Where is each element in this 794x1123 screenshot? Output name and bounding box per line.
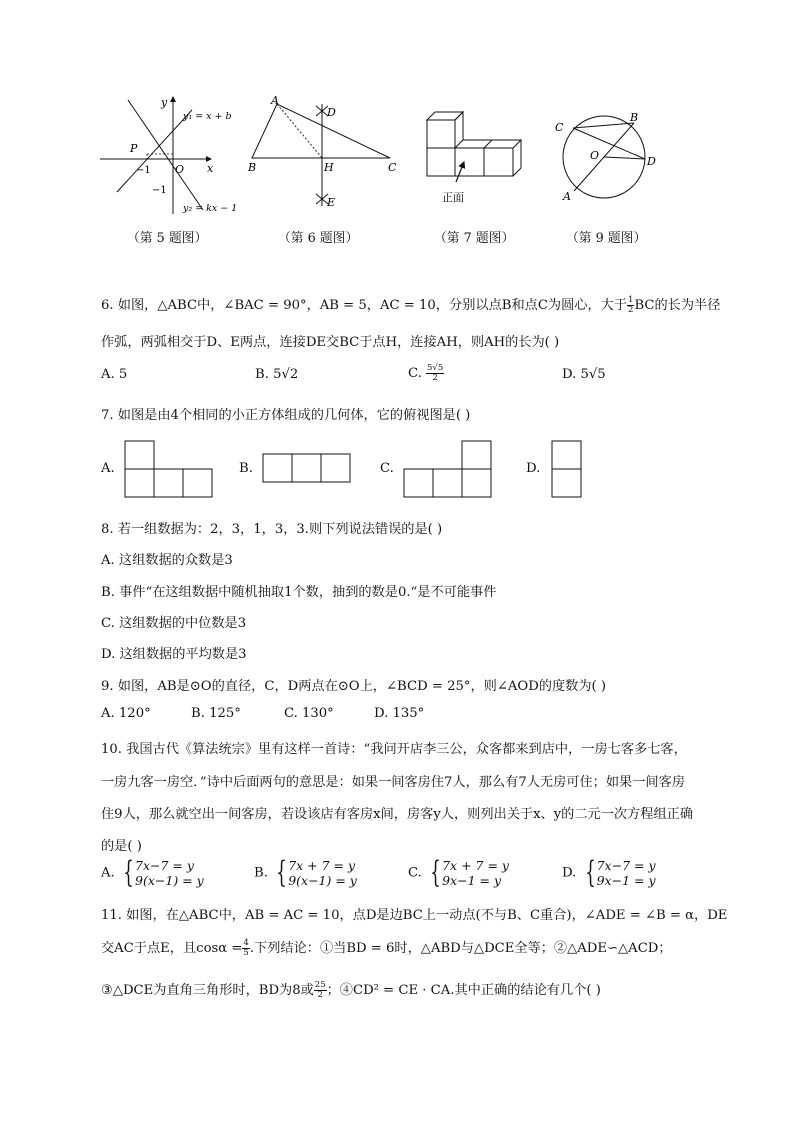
q11-line1: 11. 如图，在△ABC中，AB = AC = 10，点D是边BC上一动点(不与B、C重合)，∠ADE = ∠B = α，DE: [101, 908, 728, 923]
q6-option-a[interactable]: A. 5: [101, 367, 128, 382]
fig5-label-o: O: [175, 163, 185, 176]
figure-9-circle: [552, 107, 662, 207]
fig5-label-y2: y₂ = kx − 1: [183, 203, 238, 214]
q8-option-d[interactable]: D. 这组数据的平均数是3: [101, 647, 247, 662]
q10-line2: 一房九客一房空．”诗中后面两句的意思是：如果一间客房住7人，那么有7人无房可住；如果一间客房: [101, 775, 685, 790]
q6-text-1: △ABC中，∠BAC = 90°，AB = 5，AC = 10，分别以点B和点C为圆心，大于: [157, 298, 628, 313]
q11-line3: ③△DCE为直角三角形时，BD为8或 $\frac{25}{2}$ ；④CD² = CE · CA.其中正确的结论有几个( ): [101, 980, 601, 1000]
q8-option-b[interactable]: B. 事件“在这组数据中随机抽取1个数，抽到的数是0.“是不可能事件: [101, 585, 497, 600]
q8-option-c[interactable]: C. 这组数据的中位数是3: [101, 616, 247, 631]
q7-option-b[interactable]: B.: [239, 461, 253, 476]
q11-line2: 交AC于点E，且cosα = $\frac{4}{5}$ .下列结论：①当BD = 6时，△ABD与△DCE全等；②△ADE∽△ACD；: [101, 938, 672, 958]
q8-stem: 8. 若一组数据为：2，3，1，3，3.则下列说法错误的是( ): [101, 522, 443, 537]
q10-option-c[interactable]: C. { 7x + 7 = y 9x−1 = y: [408, 855, 509, 890]
q9-option-d[interactable]: D. 135°: [374, 706, 425, 721]
q9-option-c[interactable]: C. 130°: [284, 706, 334, 721]
q6-line1: [101, 294, 720, 315]
q6-option-d[interactable]: D. 5√5: [562, 367, 606, 382]
fig5-label-y1: y₁ = x + b: [183, 111, 232, 122]
q10-line1: 10. 我国古代《算法统宗》里有这样一首诗：“我问开店李三公，众客都来到店中，一房七客多七客，: [101, 742, 687, 757]
q6-line2: 作弧，两弧相交于D、E两点，连接DE交BC于点H，连接AH，则AH的长为( ): [101, 335, 560, 350]
fig5-label-neg1-y: −1: [152, 185, 167, 196]
fig9-label-a: A: [563, 190, 571, 203]
fig9-label-b: B: [630, 111, 639, 124]
fig5-label-p: P: [130, 142, 138, 155]
fig7-label-front: 正面: [442, 191, 464, 204]
figure-6-triangle: [244, 94, 404, 216]
q10-option-a[interactable]: A. { 7x−7 = y 9(x−1) = y: [101, 855, 204, 890]
q6-half-fraction: $\frac{1}{2}$: [628, 295, 634, 315]
q7-option-c[interactable]: C.: [380, 461, 394, 476]
fig9-label-o: O: [590, 149, 600, 162]
q10-option-b[interactable]: B. { 7x + 7 = y 9(x−1) = y: [254, 855, 357, 890]
q10-line4: 的是( ): [101, 839, 142, 854]
q11-cos-fraction: $\frac{4}{5}$: [243, 938, 249, 958]
q9-option-b[interactable]: B. 125°: [191, 706, 241, 721]
q11-bd-fraction: $\frac{25}{2}$: [314, 980, 326, 1000]
fig6-label-a: A: [271, 94, 279, 107]
q8-option-a[interactable]: A. 这组数据的众数是3: [101, 553, 233, 568]
q6-text-2: BC的长为半径: [634, 298, 721, 313]
q10-line3: 住9人，那么就空出一间客房，若设该店有客房x间，房客y人，则列出关于x、y的二元一次方程组正确: [101, 807, 694, 822]
figure-7-cubes: [420, 104, 530, 210]
fig6-label-c: C: [388, 161, 397, 174]
q7-stem: 7. 如图是由4个相同的小正方体组成的几何体，它的俯视图是( ): [101, 408, 471, 423]
line-y1: [117, 110, 192, 192]
q10-option-d[interactable]: D. { 7x−7 = y 9x−1 = y: [562, 855, 656, 890]
fig6-label-h: H: [324, 161, 334, 174]
fig6-label-b: B: [248, 161, 257, 174]
q7-option-a-figure: [124, 440, 216, 498]
figure-7-caption: （第 7 题图）: [434, 231, 515, 246]
figure-9-caption: （第 9 题图）: [566, 231, 647, 246]
q6-option-b[interactable]: B. 5√2: [255, 367, 299, 382]
q6-option-c-fraction: $\frac{5√5}{2}$: [427, 363, 444, 383]
fig9-label-c: C: [555, 121, 564, 134]
fig5-label-neg1-x: −1: [136, 165, 151, 176]
q7-option-b-figure: [262, 453, 354, 483]
q7-option-d-figure: [551, 440, 583, 498]
q7-option-c-figure: [403, 440, 495, 498]
fig5-label-y: y: [161, 96, 168, 109]
q7-option-d[interactable]: D.: [526, 461, 541, 476]
q6-option-c[interactable]: C. $\frac{5√5}{2}$: [408, 363, 444, 383]
figure-5-caption: （第 5 题图）: [127, 231, 208, 246]
fig5-label-x: x: [207, 162, 214, 175]
fig6-label-d: D: [327, 106, 336, 119]
figure-5-graph: [95, 92, 245, 217]
figure-6-caption: （第 6 题图）: [278, 231, 359, 246]
fig6-label-e: E: [327, 196, 336, 209]
q7-option-a[interactable]: A.: [101, 461, 115, 476]
q9-option-a[interactable]: A. 120°: [101, 706, 151, 721]
q9-stem: 9. 如图，AB是⊙O的直径，C，D两点在⊙O上，∠BCD = 25°，则∠AOD的度数为( ): [101, 679, 607, 694]
fig9-label-d: D: [647, 155, 656, 168]
q6-number: 6. 如图，: [101, 298, 158, 313]
